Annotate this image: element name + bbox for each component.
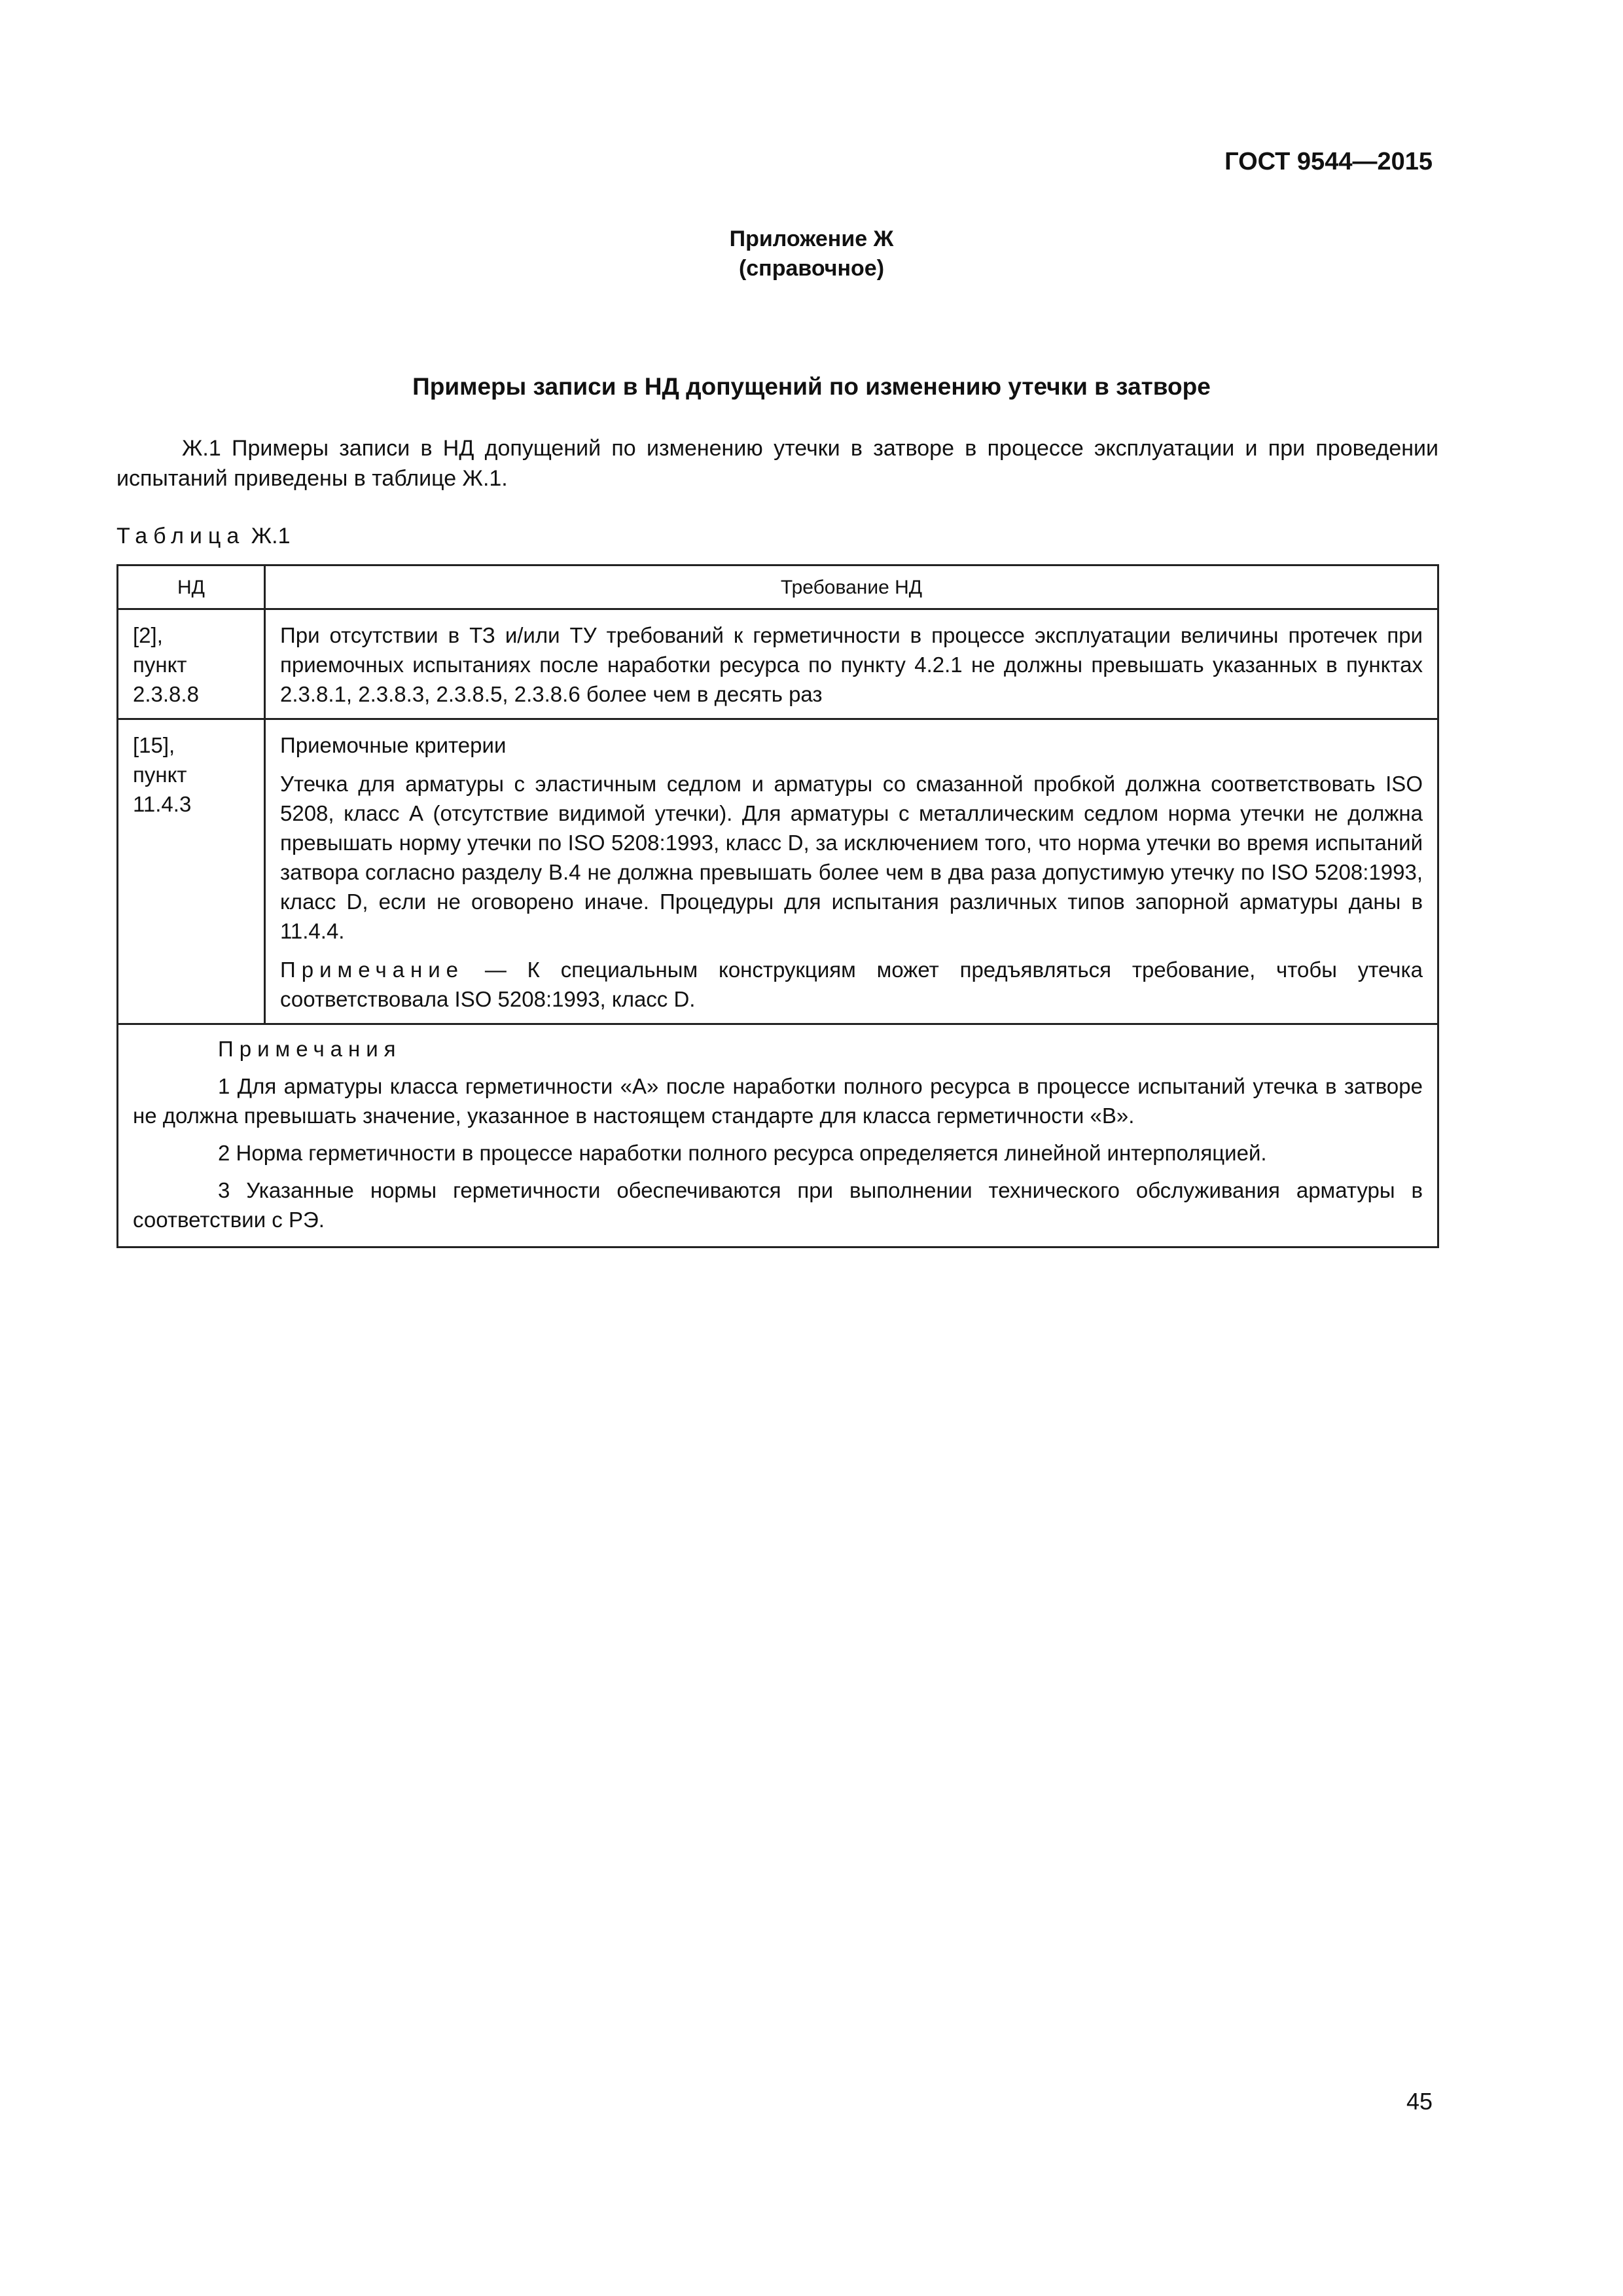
table-row xyxy=(118,719,1438,1024)
notes-title: Примечания xyxy=(218,1037,402,1061)
requirement-text: Утечка для арматуры с эластичным седлом и арматуры со смазанной пробкой должна соответствовать ISO 5208, класс А (отсутствие видимой утечки). Для арматуры с металлическим седлом норма утечки не должна превышать норму утечки по ISO 5208:1993, класс D, за исключением того, что норма утечки во время испытаний затвора согласно разделу В.4 не должна превышать более чем в два раза допустимую утечку по ISO 5208:1993, класс D, если не оговорено иначе. Процедуры для испытания различных типов запорной арматуры даны в 11.4.4. xyxy=(280,772,1423,943)
table-row xyxy=(118,609,1438,719)
annex-subtitle: (справочное) xyxy=(738,256,885,281)
table-caption xyxy=(116,524,291,549)
note-item: 1 Для арматуры класса герметичности «А» после наработки полного ресурса в процессе испытаний утечка в затворе не должна превышать значение, указанное в настоящем стандарте для класса герметичности «В». xyxy=(133,1074,1423,1128)
note-label: Примечание xyxy=(280,958,465,982)
header-nd: НД xyxy=(118,565,265,609)
nd-reference: [2], xyxy=(133,623,163,647)
notes-cell xyxy=(118,1024,1438,1247)
nd-clause-word: пункт xyxy=(133,762,187,787)
note-item: 2 Норма герметичности в процессе наработки полного ресурса определяется линейной интерполяцией. xyxy=(218,1141,1267,1165)
requirement-heading: Приемочные критерии xyxy=(280,733,507,757)
requirement-cell xyxy=(265,719,1438,1024)
table-caption-number: Ж.1 xyxy=(251,524,291,548)
header-requirement: Требование НД xyxy=(265,565,1438,609)
note-item: 3 Указанные нормы герметичности обеспечиваются при выполнении технического обслуживания арматуры в соответствии с РЭ. xyxy=(133,1178,1423,1232)
nd-clause-word: пункт xyxy=(133,653,187,677)
table-header-row xyxy=(118,565,1438,609)
nd-cell xyxy=(118,719,265,1024)
table-caption-word: Таблица xyxy=(116,524,245,548)
requirements-table xyxy=(116,564,1439,1248)
page-number: 45 xyxy=(1406,2088,1433,2115)
nd-cell xyxy=(118,609,265,719)
nd-reference: [15], xyxy=(133,733,175,757)
document-code: ГОСТ 9544—2015 xyxy=(1224,148,1433,175)
nd-clause-number: 11.4.3 xyxy=(133,792,192,816)
section-title: Примеры записи в НД допущений по изменению утечки в затворе xyxy=(412,373,1211,400)
annex-heading xyxy=(0,224,1623,283)
requirement-note xyxy=(280,955,1423,1014)
note-text: — К специальным конструкциям может предъявляться требование, чтобы утечка соответствовала ISO 5208:1993, класс D. xyxy=(280,958,1423,1011)
notes-row xyxy=(118,1024,1438,1247)
requirement-cell xyxy=(265,609,1438,719)
nd-clause-number: 2.3.8.8 xyxy=(133,682,199,706)
intro-paragraph: Ж.1 Примеры записи в НД допущений по изменению утечки в затворе в процессе эксплуатации и при проведении испытаний приведены в таблице Ж.1. xyxy=(116,436,1438,491)
annex-title: Приложение Ж xyxy=(729,226,894,251)
requirement-text: При отсутствии в ТЗ и/или ТУ требований к герметичности в процессе эксплуатации величины протечек при приемочных испытаниях после наработки ресурса по пункту 4.2.1 не должны превышать указанных в пунктах 2.3.8.1, 2.3.8.3, 2.3.8.5, 2.3.8.6 более чем в десять раз xyxy=(280,623,1423,706)
